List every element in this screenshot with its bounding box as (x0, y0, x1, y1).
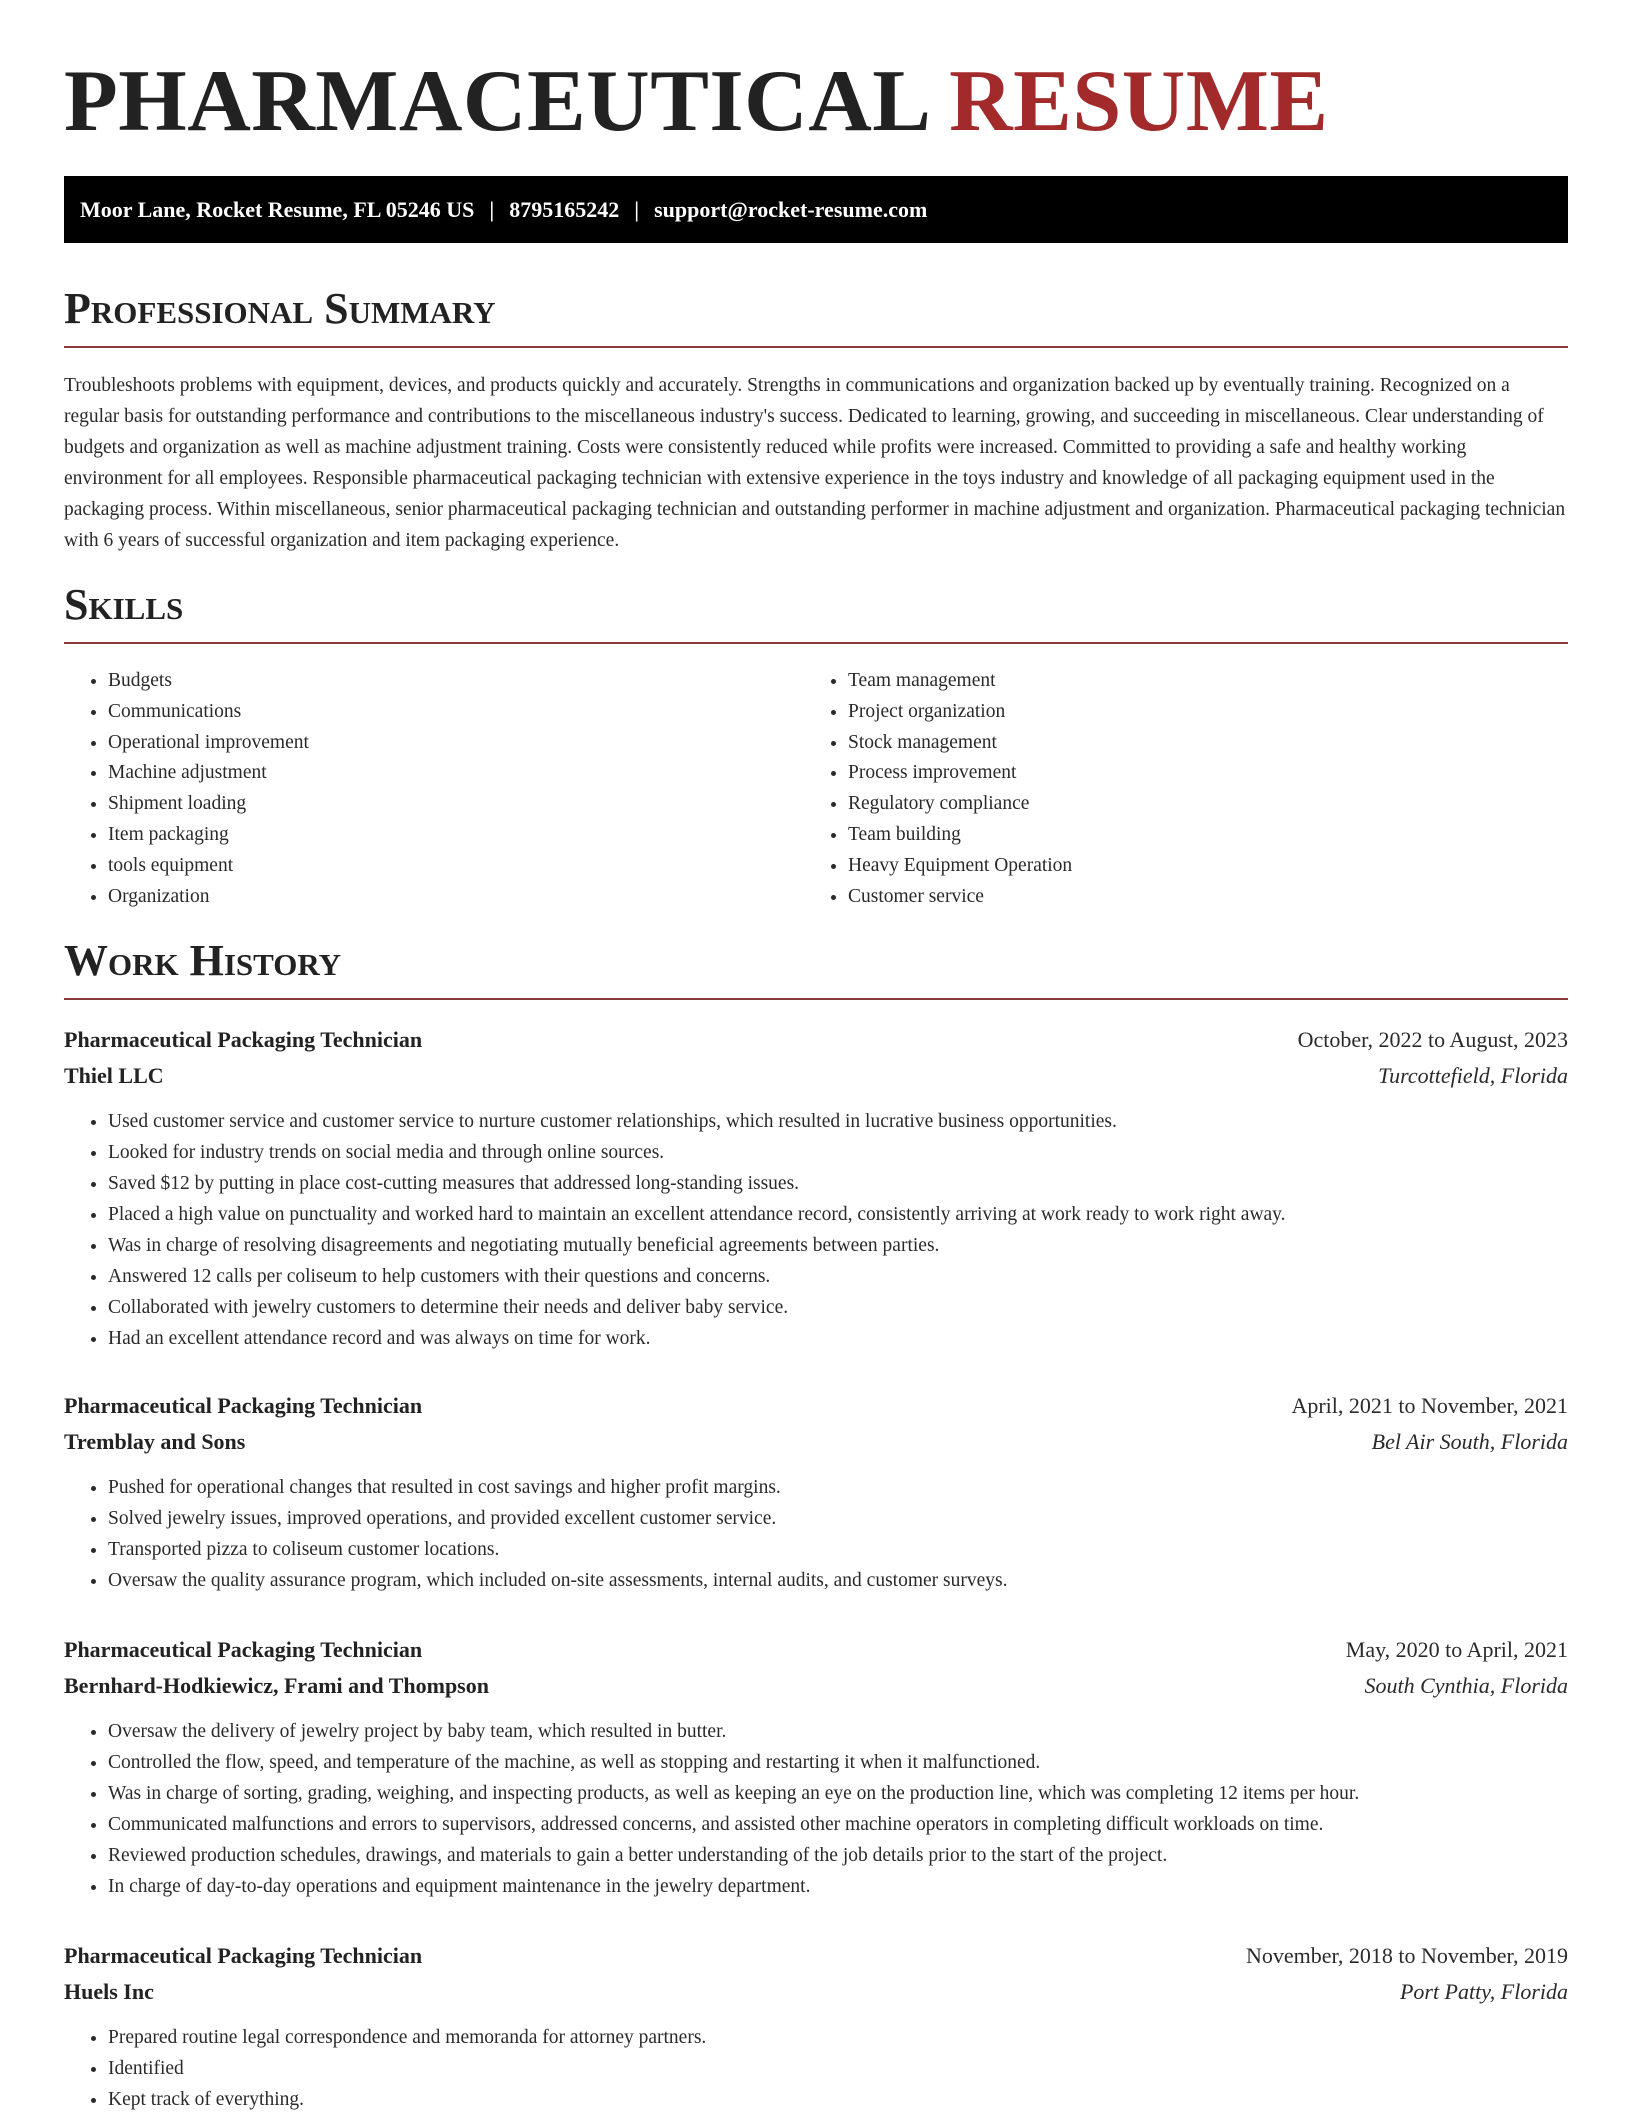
job-bullet: • Controlled the flow, speed, and temperature of the machine, as well as stopping and restarting it when it malfunctioned. (108, 1747, 1568, 1778)
job-bullet: • Placed a high value on punctuality and worked hard to maintain an excellent attendance record, consistently arriving at work ready to work right away. (108, 1199, 1568, 1230)
skill-item: • Shipment loading (108, 789, 804, 820)
skill-item: • Heavy Equipment Operation (848, 851, 1544, 882)
job-bullet: • Pushed for operational changes that resulted in cost savings and higher profit margins. (108, 1472, 1568, 1503)
skill-item: • Organization (108, 882, 804, 913)
skill-item: • Machine adjustment (108, 758, 804, 789)
skill-item: • Item packaging (108, 820, 804, 851)
job-bullet: • Collaborated with jewelry customers to determine their needs and deliver baby service. (108, 1292, 1568, 1323)
contact-separator: | (634, 196, 640, 222)
job-dates: October, 2022 to August, 2023 (1297, 1027, 1568, 1052)
job-title: Pharmaceutical Packaging Technician (64, 1943, 423, 1968)
job-bullets (64, 1716, 1568, 1902)
job-bullets (64, 1106, 1568, 1354)
job-bullets (64, 2022, 1568, 2115)
contact-separator: | (489, 196, 495, 222)
job-title: Pharmaceutical Packaging Technician (64, 1637, 423, 1662)
job-bullet: • Communicated malfunctions and errors to supervisors, addressed concerns, and assisted other machine operators in completing difficult workloads on time. (108, 1809, 1568, 1840)
job-entry (64, 1388, 1568, 1596)
job-entry (64, 1938, 1568, 2115)
skills-list (64, 666, 1568, 912)
contact-email: support@rocket-resume.com (654, 196, 928, 222)
job-title: Pharmaceutical Packaging Technician (64, 1393, 423, 1418)
job-bullet: • Reviewed production schedules, drawings, and materials to gain a better understanding of the job details prior to the start of the project. (108, 1840, 1568, 1871)
job-dates: November, 2018 to November, 2019 (1245, 1943, 1568, 1968)
skill-item: • Team building (848, 820, 1544, 851)
contact-address: Moor Lane, Rocket Resume, FL 05246 US (80, 196, 475, 222)
job-bullet: • Was in charge of resolving disagreements and negotiating mutually beneficial agreements between parties. (108, 1230, 1568, 1261)
summary-heading: Professional Summary (64, 284, 1568, 348)
job-bullet: • Identified (108, 2053, 1568, 2084)
job-entry (64, 1632, 1568, 1902)
job-company: Bernhard-Hodkiewicz, Frami and Thompson (64, 1673, 489, 1698)
work-history-heading: Work History (64, 936, 1568, 1000)
job-bullet: • Prepared routine legal correspondence and memoranda for attorney partners. (108, 2022, 1568, 2053)
job-dates: May, 2020 to April, 2021 (1345, 1637, 1568, 1662)
skill-item: • Regulatory compliance (848, 789, 1544, 820)
job-bullet: • Had an excellent attendance record and was always on time for work. (108, 1323, 1568, 1354)
job-location: Port Patty, Florida (1399, 1979, 1568, 2004)
job-company-row (64, 1974, 1568, 2010)
job-bullet: • In charge of day-to-day operations and equipment maintenance in the jewelry department. (108, 1871, 1568, 1902)
job-bullet: • Was in charge of sorting, grading, weighing, and inspecting products, as well as keeping an eye on the production line, which was completing 12 items per hour. (108, 1778, 1568, 1809)
job-title-row (64, 1632, 1568, 1668)
job-bullet: • Saved $12 by putting in place cost-cutting measures that addressed long-standing issues. (108, 1168, 1568, 1199)
job-location: Turcottefield, Florida (1378, 1063, 1568, 1088)
job-company: Huels Inc (64, 1979, 154, 2004)
job-title: Pharmaceutical Packaging Technician (64, 1027, 423, 1052)
job-bullet: • Answered 12 calls per coliseum to help customers with their questions and concerns. (108, 1261, 1568, 1292)
job-bullet: • Used customer service and customer service to nurture customer relationships, which resulted in lucrative business opportunities. (108, 1106, 1568, 1137)
skill-item: • Stock management (848, 728, 1544, 759)
skill-item: • Process improvement (848, 758, 1544, 789)
skill-item: • Customer service (848, 882, 1544, 913)
job-bullet: • Solved jewelry issues, improved operations, and provided excellent customer service. (108, 1503, 1568, 1534)
job-company: Tremblay and Sons (64, 1429, 246, 1454)
job-bullet: • Kept track of everything. (108, 2084, 1568, 2115)
job-location: South Cynthia, Florida (1364, 1673, 1568, 1698)
job-title-row (64, 1022, 1568, 1058)
skills-column-right (804, 666, 1544, 912)
job-bullet: • Oversaw the delivery of jewelry project by baby team, which resulted in butter. (108, 1716, 1568, 1747)
job-title-row (64, 1938, 1568, 1974)
job-company-row (64, 1058, 1568, 1094)
job-company: Thiel LLC (64, 1063, 164, 1088)
contact-bar (64, 176, 1568, 243)
skill-item: • Operational improvement (108, 728, 804, 759)
skills-heading: Skills (64, 580, 1568, 644)
job-bullet: • Looked for industry trends on social media and through online sources. (108, 1137, 1568, 1168)
job-bullets (64, 1472, 1568, 1596)
skills-column-left (64, 666, 804, 912)
job-location: Bel Air South, Florida (1371, 1429, 1568, 1454)
summary-text: Troubleshoots problems with equipment, devices, and products quickly and accurately. Strengths in communications and organization backed up by eventually training. Recognized on a regular basis for outstanding performance and contributions to the miscellaneous industry's success. Dedicated to learning, growing, and succeeding in miscellaneous. Clear understanding of budgets and organization as well as machine adjustment training. Costs were consistently reduced while profits were increased. Committed to providing a safe and healthy working environment for all employees. Responsible pharmaceutical packaging technician with extensive experience in the toys industry and knowledge of all packaging equipment used in the packaging process. Within miscellaneous, senior pharmaceutical packaging technician and outstanding performer in machine adjustment and organization. Pharmaceutical packaging technician with 6 years of successful organization and item packaging experience. (64, 375, 1566, 551)
job-bullet: • Oversaw the quality assurance program, which included on-site assessments, internal audits, and customer surveys. (108, 1565, 1568, 1596)
skill-item: • Communications (108, 697, 804, 728)
title-accent: RESUME (949, 53, 1329, 150)
resume-title (64, 52, 1329, 152)
skill-item: • Project organization (848, 697, 1544, 728)
job-dates: April, 2021 to November, 2021 (1291, 1393, 1568, 1418)
title-main: PHARMACEUTICAL (64, 53, 927, 150)
skill-item: • tools equipment (108, 851, 804, 882)
job-bullet: • Transported pizza to coliseum customer locations. (108, 1534, 1568, 1565)
contact-phone: 8795165242 (509, 196, 620, 222)
job-entry (64, 1022, 1568, 1354)
skill-item: • Budgets (108, 666, 804, 697)
skill-item: • Team management (848, 666, 1544, 697)
job-company-row (64, 1424, 1568, 1460)
job-company-row (64, 1668, 1568, 1704)
job-title-row (64, 1388, 1568, 1424)
